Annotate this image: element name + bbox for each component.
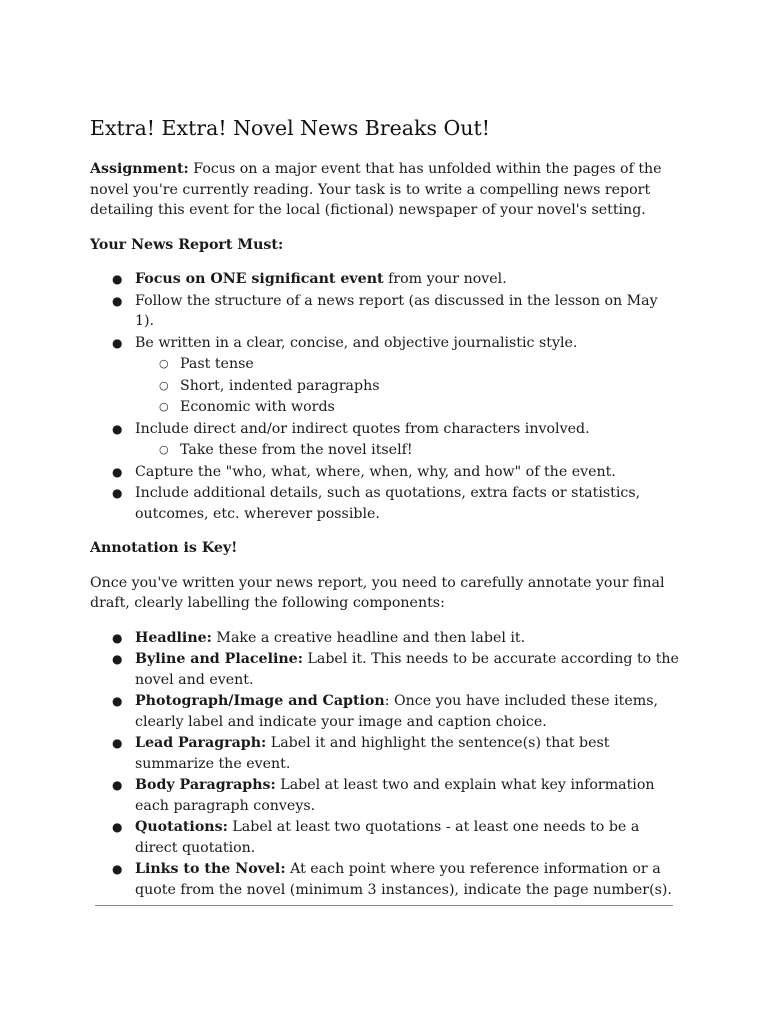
list-item: ● Body Paragraphs: Label at least two and explain what key information each paragraph conveys. [90, 775, 680, 816]
assignment-label: Assignment: [90, 161, 189, 177]
list-item: ● Capture the "who, what, where, when, why, and how" of the event. [90, 462, 680, 483]
list-item: ● Photograph/Image and Caption: Once you have included these items, clearly label and indicate your image and caption choice. [90, 691, 680, 732]
list-item: ● Headline: Make a creative headline and then label it. [90, 628, 680, 649]
list-item: ● Quotations: Label at least two quotations - at least one needs to be a direct quotation. [90, 817, 680, 858]
sub-list-item: ○ Past tense [135, 354, 680, 375]
sub-list-item: ○ Economic with words [135, 397, 680, 418]
annotation-heading: Annotation is Key! [90, 540, 238, 556]
annotation-intro: Once you've written your news report, you need to carefully annotate your final draft, clearly labelling the following components: [90, 574, 665, 611]
list-item: ● Include direct and/or indirect quotes from characters involved. ○ Take these from the novel itself! [90, 419, 680, 461]
assignment-paragraph [90, 159, 680, 221]
sub-list [135, 440, 680, 461]
list-item: ● Follow the structure of a news report (as discussed in the lesson on May 1). [90, 291, 680, 332]
page-title: Extra! Extra! Novel News Breaks Out! [90, 116, 490, 140]
assignment-text: Focus on a major event that has unfolded within the pages of the novel you're currently reading. Your task is to write a compelling news report detailing this event for the local (fictional) newspaper of your novel's setting. [90, 161, 662, 218]
list-item: ● Lead Paragraph: Label it and highlight the sentence(s) that best summarize the event. [90, 733, 680, 774]
document-body [90, 114, 680, 901]
must-heading: Your News Report Must: [90, 236, 284, 253]
list-item: ● Focus on ONE significant event from your novel. [90, 269, 680, 290]
list-item: ● Be written in a clear, concise, and objective journalistic style. ○ Past tense ○ Short, indented paragraphs ○ Economic with words [90, 333, 680, 418]
list-item: ● Byline and Placeline: Label it. This needs to be accurate according to the novel and event. [90, 649, 680, 690]
sub-list [135, 354, 680, 418]
list-item: ● Include additional details, such as quotations, extra facts or statistics, outcomes, etc. wherever possible. [90, 483, 680, 524]
annotation-list [90, 628, 680, 901]
must-list [90, 269, 680, 524]
sub-list-item: ○ Take these from the novel itself! [135, 440, 680, 461]
list-item: ● Links to the Novel: At each point where you reference information or a quote from the novel (minimum 3 instances), indicate the page number(s). [90, 859, 680, 900]
sub-list-item: ○ Short, indented paragraphs [135, 376, 680, 397]
horizontal-divider [95, 905, 673, 906]
